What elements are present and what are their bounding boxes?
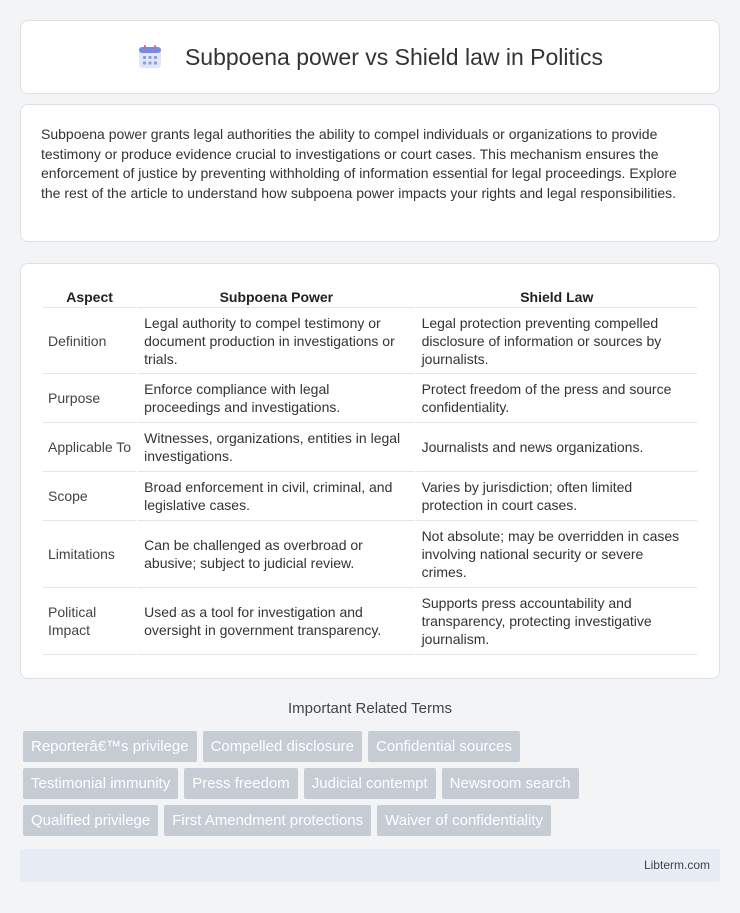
- table-row: [43, 308, 697, 374]
- subpoena-cell: Broad enforcement in civil, criminal, and legislative cases.: [136, 472, 413, 521]
- related-term-tag[interactable]: Confidential sources: [368, 731, 520, 762]
- aspect-cell: Limitations: [43, 521, 136, 588]
- page-title: Subpoena power vs Shield law in Politics: [184, 43, 604, 70]
- related-terms-list: [23, 731, 723, 842]
- shield-cell: Protect freedom of the press and source confidentiality.: [414, 374, 697, 423]
- intro-text: Subpoena power grants legal authorities the ability to compel individuals or organizations to provide testimony or produce evidence crucial to investigations or court cases. This mechanism ensures the enforcement of justice by preventing withholding of information essential for legal proceedings. Explore the rest of the article to understand how subpoena power impacts your rights and legal responsibilities.: [41, 126, 677, 201]
- aspect-cell: Political Impact: [43, 588, 136, 655]
- aspect-cell: Purpose: [43, 374, 136, 423]
- related-term-tag[interactable]: Waiver of confidentiality: [377, 805, 551, 836]
- related-term-tag[interactable]: Press freedom: [184, 768, 298, 799]
- subpoena-cell: Witnesses, organizations, entities in legal investigations.: [136, 423, 413, 472]
- subpoena-cell: Enforce compliance with legal proceedings and investigations.: [136, 374, 413, 423]
- header-aspect: Aspect: [43, 286, 136, 308]
- table-row: [43, 472, 697, 521]
- comparison-table: [43, 286, 697, 655]
- intro-card: [20, 104, 720, 242]
- header-shield-law: Shield Law: [414, 286, 697, 308]
- shield-cell: Legal protection preventing compelled disclosure of information or sources by journalists.: [414, 308, 697, 374]
- aspect-cell: Scope: [43, 472, 136, 521]
- calendar-grid-icon: [137, 44, 163, 70]
- related-term-tag[interactable]: First Amendment protections: [164, 805, 371, 836]
- tag-row: [23, 731, 723, 762]
- related-terms-title: Important Related Terms: [288, 700, 452, 717]
- table-row: [43, 588, 697, 655]
- table-row: [43, 521, 697, 588]
- shield-cell: Journalists and news organizations.: [414, 423, 697, 472]
- subpoena-cell: Used as a tool for investigation and oversight in government transparency.: [136, 588, 413, 655]
- related-term-tag[interactable]: Testimonial immunity: [23, 768, 178, 799]
- related-term-tag[interactable]: Qualified privilege: [23, 805, 158, 836]
- related-term-tag[interactable]: Newsroom search: [442, 768, 579, 799]
- shield-cell: Not absolute; may be overridden in cases involving national security or severe crimes.: [414, 521, 697, 588]
- table-row: [43, 423, 697, 472]
- tag-row: [23, 805, 723, 836]
- table-row: [43, 374, 697, 423]
- related-term-tag[interactable]: Compelled disclosure: [203, 731, 362, 762]
- footer-site-link[interactable]: Libterm.com: [643, 858, 710, 872]
- subpoena-cell: Legal authority to compel testimony or document production in investigations or trials.: [136, 308, 413, 374]
- comparison-table-card: [20, 263, 720, 679]
- footer: [20, 849, 720, 882]
- related-term-tag[interactable]: Reporterâ€™s privilege: [23, 731, 197, 762]
- shield-cell: Varies by jurisdiction; often limited protection in court cases.: [414, 472, 697, 521]
- aspect-cell: Applicable To: [43, 423, 136, 472]
- aspect-cell: Definition: [43, 308, 136, 374]
- title-card: [20, 20, 720, 94]
- shield-cell: Supports press accountability and transparency, protecting investigative journalism.: [414, 588, 697, 655]
- table-header-row: [43, 286, 697, 308]
- tag-row: [23, 768, 723, 799]
- subpoena-cell: Can be challenged as overbroad or abusive; subject to judicial review.: [136, 521, 413, 588]
- header-subpoena-power: Subpoena Power: [136, 286, 413, 308]
- related-term-tag[interactable]: Judicial contempt: [304, 768, 436, 799]
